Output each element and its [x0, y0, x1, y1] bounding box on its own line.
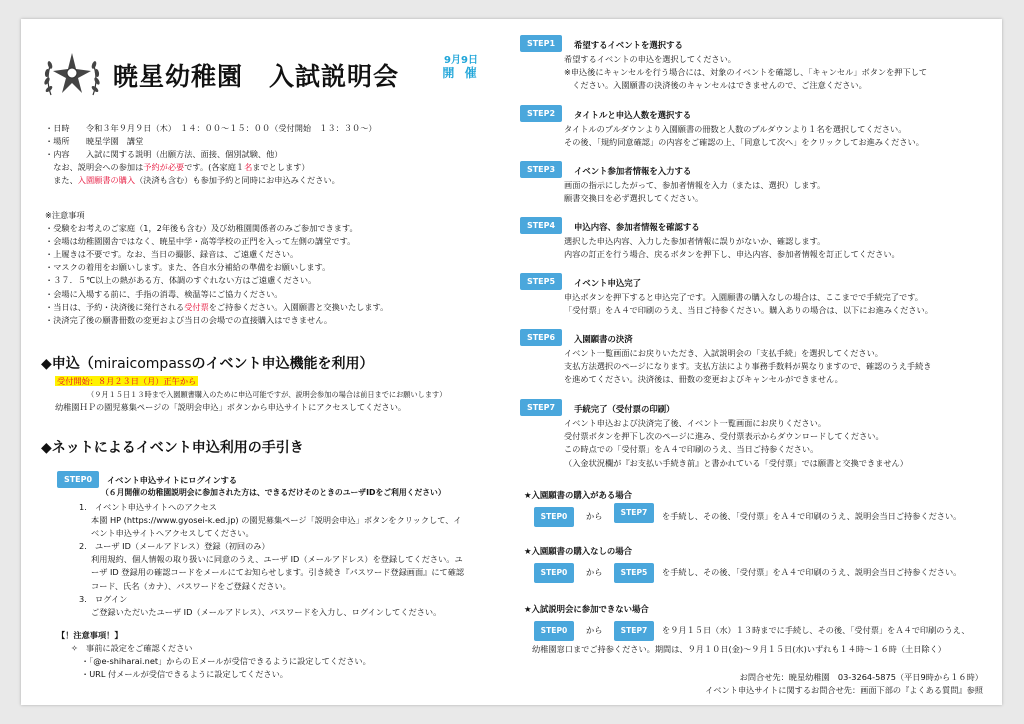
step5-body: 申込ボタンを押下すると申込完了です。入園願書の購入なしの場合は、ここまでで手続完了です。 「受付票」をＡ４で印刷のうえ、当日ご持参ください。購入ありの場合は、以下にお進みください。 [564, 292, 933, 316]
left-column [35, 19, 510, 705]
step2-badge: STEP2 [520, 105, 562, 122]
note-item: ・会場に入場する前に、手指の消毒、検温等にご協力ください。 [45, 288, 283, 299]
page-title: 暁星幼稚園 入試説明会 [113, 62, 400, 91]
start-date: 受付開始：８月２３日（月）正午から [57, 376, 197, 386]
right-column [518, 19, 993, 705]
step6-badge: STEP6 [520, 329, 562, 346]
event-info [45, 122, 377, 187]
flyer-page [21, 19, 1002, 705]
note-item: ・当日は、予約・決済後に発行される受付票をご持参ください。入園願書と交換いたします。 [45, 301, 389, 312]
caution: 【！注意事項！】 ✧ 事前に設定をご確認ください ・「@e-shiharai.net」からのＥメールが受信できるように設定してください。 ・URL 付メールが受信できるように設定してください。 [57, 630, 371, 680]
note-item: ・上履きは不要です。なお、当日の撮影、録音は、ご遠慮ください。 [45, 249, 299, 260]
note-item: ・会場は幼稚園園舎ではなく、暁星中学・高等学校の正門を入って左側の講堂です。 [45, 236, 356, 247]
header [35, 41, 510, 111]
step5-badge: STEP5 [520, 273, 562, 290]
step0-subtitle: （６月開催の幼稚園説明会に参加された方は、できるだけそのときのユーザIDをご利用ください） [101, 488, 446, 497]
receipt-slip: 受付票 [184, 301, 209, 312]
apply-access: 幼稚園ＨＰの園児募集ページの「説明会申込」ボタンから申込サイトにアクセスしてください。 [55, 402, 407, 413]
note-item: ・マスクの着用をお願いします。また、各自水分補給の準備をお願いします。 [45, 262, 331, 273]
step7-body: イベント申込および決済完了後、イベント一覧画面にお戻りください。 受付票ボタンを押下し次のページに進み、受付票表示からダウンロードしてください。 この時点での「受付票」をＡ４で印刷のうえ、当日ご持参ください。 （入金状況欄が『お支払い手続き前』と書かれている「受付票」では願書と交換できません） [564, 418, 908, 468]
contact-info [705, 671, 983, 697]
apply-info [45, 375, 446, 414]
date-badge [441, 55, 481, 80]
apply-heading: ◆申込（miraicompassのイベント申込機能を利用） [41, 356, 374, 372]
school-crest-icon [41, 45, 103, 107]
step6-title: 入園願書の決済 [574, 334, 633, 344]
flow-to-badge: STEP7 [614, 621, 654, 641]
date-badge-label: 開 催 [442, 65, 480, 80]
step2-title: タイトルと申込人数を選択する [574, 110, 692, 120]
info-line: ・内容 入試に関する説明（出願方法、面接、個別試験、他） [45, 149, 283, 160]
note-item: ・受験をお考えのご家庭（1，2年後も含む）及び幼稚園関係者のみご参加できます。 [45, 223, 358, 234]
flow-to-badge: STEP5 [614, 563, 654, 583]
step3-body: 画面の指示にしたがって、参加者情報を入力（または、選択）します。 願書交換日を必ず選択してください。 [564, 180, 826, 204]
reservation-required: 予約が必要 [143, 162, 185, 173]
case-absent-flow: STEP0 から STEP7 を９月１５日（水）１３時までに手続し、その後、「受付票」をＡ４で印刷のうえ、 [530, 621, 990, 643]
step4-body: 選択した申込内容、入力した参加者情報に誤りがないか、確認します。 内容の訂正を行う場合、戻るボタンを押下し、申込内容、参加者情報を訂正してください。 [564, 236, 900, 260]
notes [45, 209, 388, 327]
info-line: ・場所 暁星学園 講堂 [45, 136, 144, 147]
step0-badge: STEP0 [57, 471, 99, 488]
guide-heading: ◆ネットによるイベント申込利用の手引き [41, 440, 304, 456]
step7-title: 手続完了（受付票の印刷） [574, 404, 675, 414]
note-item: ・３７．５℃以上の熱がある方、体調のすぐれない方はご遠慮ください。 [45, 275, 317, 286]
info-line: ・日時 令和３年９月９日（木） １４：００～１５：００（受付開始 １３：３０～） [45, 123, 377, 133]
application-purchase: 入園願書の購入 [77, 175, 136, 186]
step2-body: タイトルのプルダウンより入園願書の冊数と人数のプルダウンより１名を選択してください。 その後、「規約同意確認」の内容をご確認の上、「同意して次へ」をクリックしてお進みください。 [564, 124, 924, 148]
note-item: ・決済完了後の願書冊数の変更および当日の会場での直接購入はできません。 [45, 314, 333, 325]
step0-title: イベント申込サイトにログインする [107, 475, 238, 485]
step4-title: 申込内容、参加者情報を確認する [574, 222, 700, 232]
step7-badge: STEP7 [520, 399, 562, 416]
flow-to-badge: STEP7 [614, 503, 654, 523]
flow-from-badge: STEP0 [534, 563, 574, 583]
step3-badge: STEP3 [520, 161, 562, 178]
step1-body: 希望するイベントの申込を選択してください。 ※申込後にキャンセルを行う場合には、対象のイベントを確認し、「キャンセル」ボタンを押下して ください。入園願書の決済後のキャンセルはできませんので、ご注意ください。 [564, 54, 928, 91]
step0-instructions: 1. イベント申込サイトへのアクセス 本園 HP (https://www.gyosei-k.ed.jp) の園児募集ページ「説明会申込」ボタンをクリックして、イ ベント申込サイトへアクセスしてください。 2. ユーザ ID（メールアドレス）登録（初回のみ） 利用規約、個人情報の取り扱いに同意のうえ、ユーザ ID（メールアドレス）を登録してください。ユ ーザ ID 登録用の確認コードをメールにてお知らせします。引き続き『パスワード登録画面』にて確認 コード、氏名（カナ）、パスワードをご登録ください。 3. ログイン ご登録いただいたユーザ ID（メールアドレス）、パスワードを入力し、ログインしてください。 [79, 502, 465, 617]
case-purchase-flow: STEP0 から STEP7 を手続し、その後、「受付票」をＡ４で印刷のうえ、説明会当日ご持参ください。 [530, 507, 990, 529]
case-absent-heading: ★入試説明会に参加できない場合 [524, 604, 649, 614]
info-line: なお、説明会への参加は予約が必要です。(各家庭１名までとします） [45, 162, 310, 173]
date-badge-date: 9月9日 [444, 55, 478, 66]
notes-heading: ※注意事項 [45, 210, 85, 220]
step6-body: イベント一覧画面にお戻りいただき、入試説明会の「支払手続」を選択してください。 支払方法選択のページになります。支払方法により事務手数料が異なりますので、確認のうえ手続き を進めてください。決済後は、冊数の変更およびキャンセルができません。 [564, 348, 932, 385]
step5-title: イベント申込完了 [574, 278, 641, 288]
case-purchase-heading: ★入園願書の購入がある場合 [524, 490, 633, 500]
info-line: また、入園願書の購入（決済も含む）も参加予約と同時にお申込みください。 [45, 175, 340, 186]
step1-badge: STEP1 [520, 35, 562, 52]
step3-title: イベント参加者情報を入力する [574, 166, 692, 176]
case-nopurchase-heading: ★入園願書の購入なしの場合 [524, 546, 633, 556]
contact-site: イベント申込サイトに関するお問合せ先：画面下部の『よくある質問』参照 [705, 685, 983, 695]
contact-school: お問合せ先：暁星幼稚園 03-3264-5875（平日9時から１６時） [739, 672, 983, 682]
step4-badge: STEP4 [520, 217, 562, 234]
flow-from-badge: STEP0 [534, 621, 574, 641]
case-absent-detail: 幼稚園窓口までご持参ください。期間は、９月１０日(金)～９月１５日(水)いずれも１４時～１６時（土日除く） [532, 644, 946, 654]
flow-from-badge: STEP0 [534, 507, 574, 527]
apply-note: （９月１５日１３時まで入園願書購入のために申込可能ですが、説明会参加の場合は前日までにお願いします） [87, 390, 447, 400]
step1-title: 希望するイベントを選択する [574, 40, 683, 50]
case-nopurchase-flow: STEP0 から STEP5 を手続し、その後、「受付票」をＡ４で印刷のうえ、説明会当日ご持参ください。 [530, 563, 990, 585]
